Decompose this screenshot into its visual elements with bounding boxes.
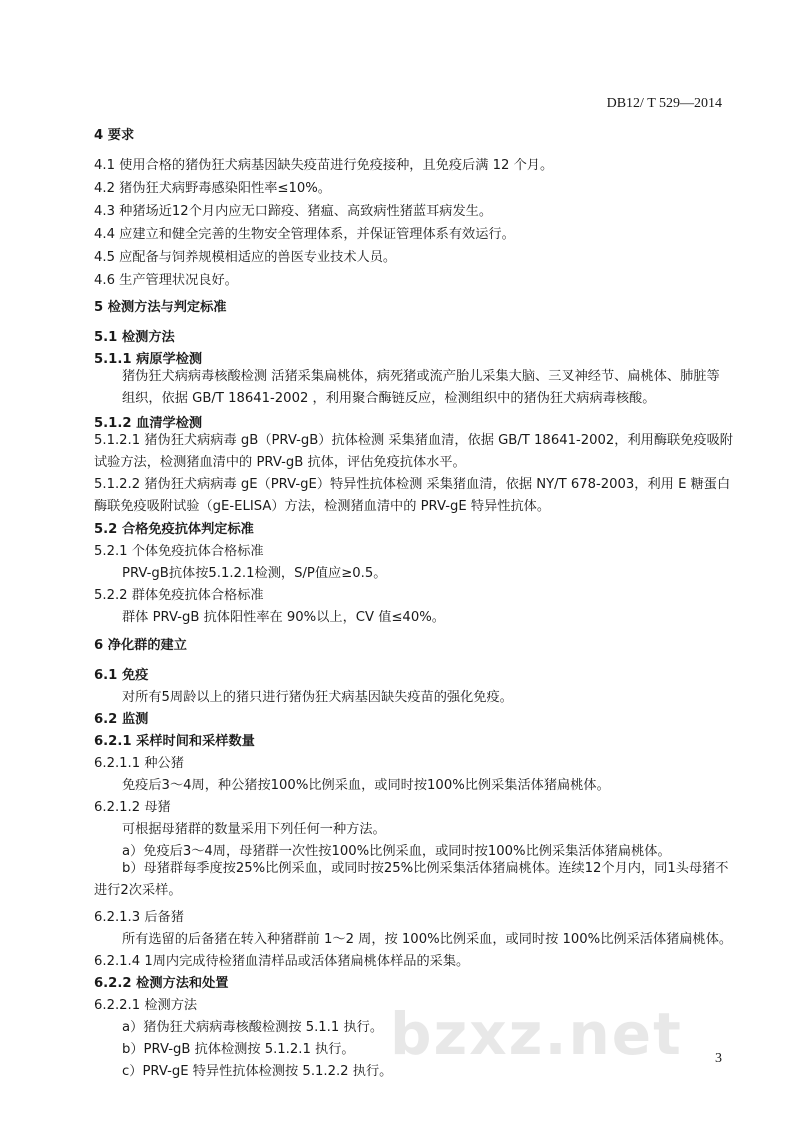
clause-6-2-1-2-b: b）母猪群每季度按25%比例采血，或同时按25%比例采集活体猪扁桃体。连续12个月内，同1头母猪不进行2次采样。 <box>94 861 729 898</box>
clause-5-1-title: 5.1 检测方法 <box>94 330 175 345</box>
clause-5-1-1-title: 5.1.1 病原学检测 <box>94 352 203 367</box>
clause-5-2-2-title: 5.2.2 群体免疫抗体合格标准 <box>94 588 264 603</box>
clause-6-2-1-2-text: 可根据母猪群的数量采用下列任何一种方法。 <box>122 822 386 837</box>
clause-4-5: 4.5 应配备与饲养规模相适应的兽医专业技术人员。 <box>94 250 397 265</box>
clause-6-2-1-3-title: 6.2.1.3 后备猪 <box>94 910 184 925</box>
clause-6-2-1-3-text: 所有选留的后备猪在转入种猪群前 1～2 周，按 100%比例采血，或同时按 100%比例采活体猪扁桃体。 <box>122 932 733 947</box>
clause-5-1-2-2: 5.1.2.2 猪伪狂犬病病毒 gE（PRV-gE）特异性抗体检测 采集猪血清，依据 NY/T 678-2003，利用 E 糖蛋白酶联免疫吸附试验（gE-ELISA）方法，检测猪血清中的 PRV-gE 特异性抗体。 <box>94 477 731 514</box>
clause-5-1-1-text: 猪伪狂犬病病毒核酸检测 活猪采集扁桃体，病死猪或流产胎儿采集大脑、三叉神经节、扁桃体、肺脏等组织，依据 GB/T 18641-2002 ，利用聚合酶链反应，检测组织中的猪伪狂犬病病毒核酸。 <box>122 369 720 406</box>
clause-6-2-2-1-title: 6.2.2.1 检测方法 <box>94 998 198 1013</box>
clause-6-2-1-2-a: a）免疫后3～4周，母猪群一次性按100%比例采血，或同时按100%比例采集活体猪扁桃体。 <box>122 844 671 859</box>
clause-4-6: 4.6 生产管理状况良好。 <box>94 273 238 288</box>
clause-5-1-2-title: 5.1.2 血清学检测 <box>94 416 203 431</box>
clause-5-2-1-title: 5.2.1 个体免疫抗体合格标准 <box>94 544 264 559</box>
clause-6-2-1-4: 6.2.1.4 1周内完成待检猪血清样品或活体猪扁桃体样品的采集。 <box>94 954 470 969</box>
page-number: 3 <box>715 1051 722 1066</box>
clause-6-2-1-1-text: 免疫后3～4周，种公猪按100%比例采血，或同时按100%比例采集活体猪扁桃体。 <box>122 778 610 793</box>
clause-6-2-2-1-b: b）PRV-gB 抗体检测按 5.1.2.1 执行。 <box>122 1042 355 1057</box>
clause-5-2-1-text: PRV-gB抗体按5.1.2.1检测，S/P值应≥0.5。 <box>122 566 387 581</box>
clause-4-2: 4.2 猪伪狂犬病野毒感染阳性率≤10%。 <box>94 181 331 196</box>
clause-5-1-2-1: 5.1.2.1 猪伪狂犬病病毒 gB（PRV-gB）抗体检测 采集猪血清，依据 GB/T 18641-2002，利用酶联免疫吸附试验方法，检测猪血清中的 PRV-gB 抗体，评估免疫抗体水平。 <box>94 433 733 470</box>
clause-5-2-2-text: 群体 PRV-gB 抗体阳性率在 90%以上，CV 值≤40%。 <box>122 610 445 625</box>
clause-4-4: 4.4 应建立和健全完善的生物安全管理体系，并保证管理体系有效运行。 <box>94 227 515 242</box>
clause-6-2-2-title: 6.2.2 检测方法和处置 <box>94 976 229 991</box>
clause-6-2-2-1-c: c）PRV-gE 特异性抗体检测按 5.1.2.2 执行。 <box>122 1064 393 1079</box>
section-4-title: 4 要求 <box>94 128 135 143</box>
section-5-title: 5 检测方法与判定标准 <box>94 300 227 315</box>
document-code: DB12/ T 529—2014 <box>606 96 722 111</box>
clause-6-2-title: 6.2 监测 <box>94 712 149 727</box>
section-6-title: 6 净化群的建立 <box>94 638 187 653</box>
clause-6-2-1-2-title: 6.2.1.2 母猪 <box>94 800 171 815</box>
clause-4-3: 4.3 种猪场近12个月内应无口蹄疫、猪瘟、高致病性猪蓝耳病发生。 <box>94 204 493 219</box>
clause-5-2-title: 5.2 合格免疫抗体判定标准 <box>94 522 254 537</box>
clause-6-2-1-1-title: 6.2.1.1 种公猪 <box>94 756 184 771</box>
clause-4-1: 4.1 使用合格的猪伪狂犬病基因缺失疫苗进行免疫接种，且免疫后满 12 个月。 <box>94 158 554 173</box>
clause-6-2-1-title: 6.2.1 采样时间和采样数量 <box>94 734 255 749</box>
clause-6-1-text: 对所有5周龄以上的猪只进行猪伪狂犬病基因缺失疫苗的强化免疫。 <box>122 690 513 705</box>
watermark: bzxz.net <box>390 1000 683 1068</box>
clause-6-2-2-1-a: a）猪伪狂犬病病毒核酸检测按 5.1.1 执行。 <box>122 1020 384 1035</box>
clause-6-1-title: 6.1 免疫 <box>94 668 149 683</box>
